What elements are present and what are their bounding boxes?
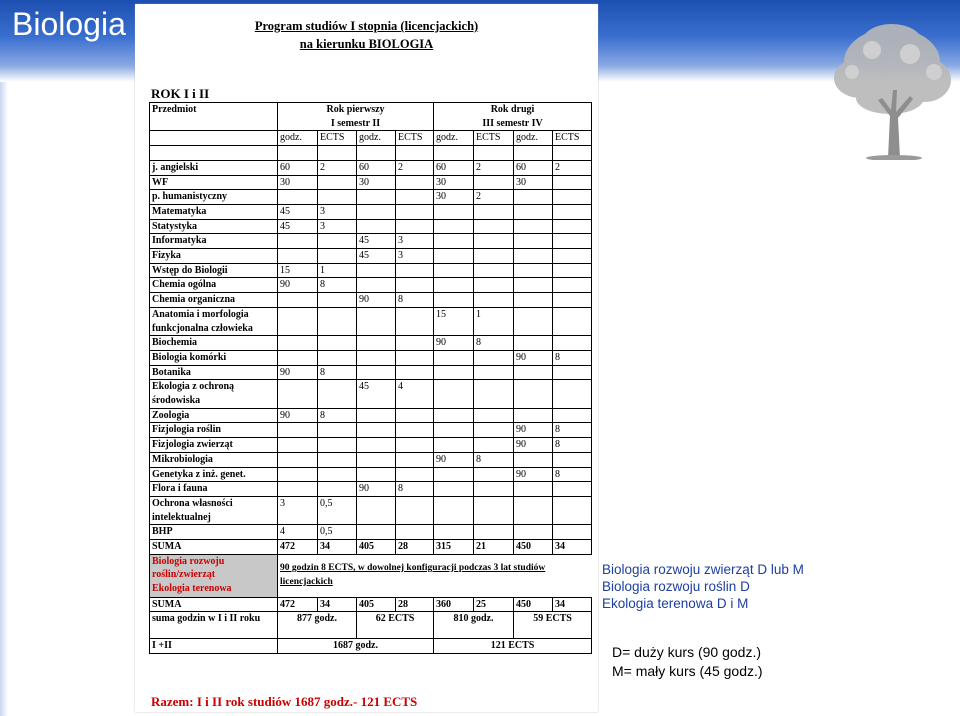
- table-cell: 60: [434, 160, 474, 175]
- subject-name: Ekologia z ochroną środowiska: [150, 380, 278, 408]
- table-cell: [396, 175, 434, 190]
- table-cell: 90: [278, 408, 318, 423]
- table-cell: [396, 204, 434, 219]
- table-cell: [357, 438, 396, 453]
- subject-name: Fizjologia zwierząt: [150, 438, 278, 453]
- table-cell: 45: [357, 234, 396, 249]
- table-row: [150, 293, 592, 308]
- table-cell: [553, 204, 592, 219]
- table-cell: 315: [434, 540, 474, 555]
- table-cell: [434, 293, 474, 308]
- subject-name: Botanika: [150, 365, 278, 380]
- table-cell: [434, 423, 474, 438]
- table-cell: [434, 467, 474, 482]
- table-row: [150, 307, 592, 335]
- table-cell: [357, 408, 396, 423]
- table-cell: 3: [396, 249, 434, 264]
- table-cell: [553, 525, 592, 540]
- table-cell: [357, 496, 396, 524]
- table-cell: [434, 482, 474, 497]
- year-total-label: suma godzin w I i II roku: [150, 612, 278, 639]
- subject-name: Statystyka: [150, 219, 278, 234]
- table-cell: 90: [514, 423, 553, 438]
- grand-total-value: 121 ECTS: [434, 639, 592, 654]
- table-cell: [434, 350, 474, 365]
- table-cell: [514, 452, 553, 467]
- subject-name: Mikrobiologia: [150, 452, 278, 467]
- table-cell: [434, 263, 474, 278]
- table-cell: [553, 336, 592, 351]
- table-cell: [357, 423, 396, 438]
- table-cell: [278, 423, 318, 438]
- subject-name: Ochrona własności intelektualnej: [150, 496, 278, 524]
- table-cell: [553, 219, 592, 234]
- table-cell: [396, 423, 434, 438]
- table-cell: 90: [514, 350, 553, 365]
- table-cell: 60: [357, 160, 396, 175]
- legend-block: [612, 643, 763, 681]
- table-row: [150, 496, 592, 524]
- document-title-line1: Program studiów I stopnia (licencjackich): [254, 19, 479, 33]
- table-cell: [318, 423, 357, 438]
- table-cell: 45: [357, 380, 396, 408]
- table-cell: [474, 525, 514, 540]
- table-cell: [514, 249, 553, 264]
- table-cell: 8: [396, 293, 434, 308]
- table-cell: [278, 438, 318, 453]
- table-cell: [318, 350, 357, 365]
- table-cell: 34: [553, 597, 592, 612]
- table-cell: [434, 438, 474, 453]
- table-cell: [278, 467, 318, 482]
- table-cell: [357, 190, 396, 205]
- table-cell: [474, 204, 514, 219]
- table-cell: [514, 293, 553, 308]
- table-cell: 8: [553, 423, 592, 438]
- table-cell: [474, 234, 514, 249]
- table-cell: 450: [514, 540, 553, 555]
- table-row: [150, 423, 592, 438]
- table-cell: 360: [434, 597, 474, 612]
- table-cell: 1: [318, 263, 357, 278]
- table-cell: [357, 307, 396, 335]
- table-row: [150, 408, 592, 423]
- table-cell: [318, 175, 357, 190]
- table-cell: [514, 219, 553, 234]
- table-cell: [553, 365, 592, 380]
- table-cell: [278, 350, 318, 365]
- table-row: [150, 278, 592, 293]
- elective-subject: roślin/zwierząt: [152, 569, 216, 581]
- table-cell: [396, 452, 434, 467]
- elective-subject: Biologia rozwoju: [152, 555, 225, 567]
- table-cell: [278, 380, 318, 408]
- table-cell: 2: [318, 160, 357, 175]
- table-cell: 25: [474, 597, 514, 612]
- table-cell: 3: [396, 234, 434, 249]
- table-cell: [514, 263, 553, 278]
- table-cell: 0,5: [318, 496, 357, 524]
- subject-name: WF: [150, 175, 278, 190]
- subject-header: Przedmiot: [150, 103, 278, 131]
- table-cell: [278, 234, 318, 249]
- elective-subject: Ekologia terenowa: [152, 583, 232, 595]
- table-cell: 472: [278, 540, 318, 555]
- table-row: [150, 365, 592, 380]
- sum-row: [150, 540, 592, 555]
- program-document: [135, 4, 598, 712]
- table-cell: [396, 278, 434, 293]
- table-cell: [553, 293, 592, 308]
- units-header-spacer: [150, 131, 278, 146]
- subject-name: Fizyka: [150, 249, 278, 264]
- table-row: [150, 438, 592, 453]
- table-cell: [396, 467, 434, 482]
- subject-name: Biologia komórki: [150, 350, 278, 365]
- table-cell: [474, 380, 514, 408]
- year-total-value: 877 godz.: [278, 612, 357, 639]
- subject-name: SUMA: [150, 540, 278, 555]
- hours-header: godz.: [434, 131, 474, 146]
- year-total-row: [150, 612, 592, 639]
- table-cell: [318, 380, 357, 408]
- table-cell: [514, 496, 553, 524]
- curriculum-table: [149, 102, 592, 654]
- table-cell: 28: [396, 540, 434, 555]
- table-cell: [474, 293, 514, 308]
- table-cell: 34: [318, 540, 357, 555]
- table-cell: [396, 408, 434, 423]
- table-cell: [553, 482, 592, 497]
- subject-name: p. humanistyczny: [150, 190, 278, 205]
- table-cell: [278, 307, 318, 335]
- elective-subjects: [150, 554, 278, 597]
- table-cell: [278, 293, 318, 308]
- table-cell: 2: [474, 160, 514, 175]
- ects-header: ECTS: [318, 131, 357, 146]
- table-cell: [318, 249, 357, 264]
- left-decor-strip: [0, 82, 8, 716]
- table-cell: [514, 482, 553, 497]
- table-cell: 3: [318, 219, 357, 234]
- table-cell: 15: [434, 307, 474, 335]
- table-cell: [553, 380, 592, 408]
- table-cell: [357, 204, 396, 219]
- table-cell: 90: [278, 278, 318, 293]
- table-cell: [318, 293, 357, 308]
- tree-icon: [830, 20, 955, 160]
- table-cell: [553, 234, 592, 249]
- table-cell: 34: [318, 597, 357, 612]
- table-cell: 30: [357, 175, 396, 190]
- table-cell: [396, 336, 434, 351]
- table-cell: [474, 438, 514, 453]
- table-cell: [434, 278, 474, 293]
- year-total-value: 59 ECTS: [514, 612, 592, 639]
- table-row: [150, 190, 592, 205]
- table-cell: 60: [278, 160, 318, 175]
- table-row: [150, 467, 592, 482]
- table-row: [150, 204, 592, 219]
- table-cell: [318, 452, 357, 467]
- table-cell: [553, 263, 592, 278]
- subject-name: Chemia organiczna: [150, 293, 278, 308]
- table-cell: [278, 482, 318, 497]
- table-cell: [396, 307, 434, 335]
- table-cell: [357, 365, 396, 380]
- table-cell: 30: [434, 175, 474, 190]
- grand-total-value: 1687 godz.: [278, 639, 434, 654]
- table-row: [150, 350, 592, 365]
- ects-header: ECTS: [474, 131, 514, 146]
- subject-name: Genetyka z inż. genet.: [150, 467, 278, 482]
- table-cell: [514, 408, 553, 423]
- subject-name: Wstęp do Biologii: [150, 263, 278, 278]
- table-cell: [278, 249, 318, 264]
- year1-header: Rok pierwszy: [278, 103, 434, 117]
- table-cell: [396, 525, 434, 540]
- table-cell: 405: [357, 597, 396, 612]
- grand-total-row: [150, 639, 592, 654]
- hours-header: godz.: [278, 131, 318, 146]
- table-cell: [396, 263, 434, 278]
- table-cell: [434, 496, 474, 524]
- table-cell: [278, 190, 318, 205]
- header-row-years: [150, 103, 592, 117]
- ects-header: ECTS: [553, 131, 592, 146]
- table-cell: [514, 336, 553, 351]
- table-cell: [474, 482, 514, 497]
- table-cell: 30: [434, 190, 474, 205]
- table-cell: [474, 278, 514, 293]
- notes-block: [602, 561, 804, 612]
- document-title-line2: na kierunku BIOLOGIA: [299, 37, 434, 51]
- elective-note: 90 godzin 8 ECTS, w dowolnej konfiguracji podczas 3 lat studiów licencjackich: [278, 554, 592, 597]
- table-cell: [357, 452, 396, 467]
- table-cell: [357, 278, 396, 293]
- table-cell: [318, 336, 357, 351]
- table-cell: [514, 204, 553, 219]
- year-header: ROK I i II: [151, 86, 210, 101]
- subject-name: Flora i fauna: [150, 482, 278, 497]
- table-cell: [474, 175, 514, 190]
- subject-name: Informatyka: [150, 234, 278, 249]
- note-line: Ekologia terenowa D i M: [602, 596, 749, 611]
- note-line: Biologia rozwoju roślin D: [602, 579, 750, 594]
- year2-semester-header: III semestr IV: [434, 117, 592, 131]
- table-cell: [318, 307, 357, 335]
- table-cell: [396, 365, 434, 380]
- slide-title: Biologia: [12, 6, 126, 42]
- table-cell: 2: [553, 160, 592, 175]
- grand-total-label: I +II: [150, 639, 278, 654]
- table-cell: 1: [474, 307, 514, 335]
- table-cell: 8: [553, 467, 592, 482]
- table-cell: [357, 525, 396, 540]
- table-cell: [553, 175, 592, 190]
- table-cell: [514, 278, 553, 293]
- table-cell: [553, 190, 592, 205]
- table-cell: 90: [514, 467, 553, 482]
- table-cell: [357, 350, 396, 365]
- table-cell: [396, 350, 434, 365]
- table-cell: 45: [278, 204, 318, 219]
- table-cell: [434, 380, 474, 408]
- table-cell: [434, 408, 474, 423]
- table-cell: 3: [278, 496, 318, 524]
- sum-label: SUMA: [150, 597, 278, 612]
- table-cell: [318, 438, 357, 453]
- year1-semester-header: I semestr II: [278, 117, 434, 131]
- table-cell: [514, 365, 553, 380]
- table-cell: [553, 307, 592, 335]
- elective-row: [150, 554, 592, 597]
- table-cell: [474, 365, 514, 380]
- table-cell: [318, 482, 357, 497]
- table-cell: [514, 525, 553, 540]
- table-cell: 3: [318, 204, 357, 219]
- table-row: [150, 160, 592, 175]
- table-cell: 90: [434, 336, 474, 351]
- table-cell: 8: [474, 452, 514, 467]
- subject-name: Biochemia: [150, 336, 278, 351]
- table-cell: [514, 190, 553, 205]
- legend-line: D= duży kurs (90 godz.): [612, 644, 762, 660]
- table-row: [150, 525, 592, 540]
- table-cell: [318, 190, 357, 205]
- table-row: [150, 452, 592, 467]
- table-cell: 8: [318, 278, 357, 293]
- table-cell: 4: [396, 380, 434, 408]
- table-cell: [553, 249, 592, 264]
- table-row: [150, 482, 592, 497]
- table-cell: [396, 190, 434, 205]
- table-cell: [474, 350, 514, 365]
- table-cell: 90: [514, 438, 553, 453]
- table-cell: 90: [357, 293, 396, 308]
- table-cell: 8: [474, 336, 514, 351]
- table-cell: [357, 467, 396, 482]
- table-cell: [357, 219, 396, 234]
- table-cell: [553, 452, 592, 467]
- table-cell: 4: [278, 525, 318, 540]
- table-cell: [357, 336, 396, 351]
- subject-name: BHP: [150, 525, 278, 540]
- table-cell: [396, 219, 434, 234]
- table-cell: [474, 467, 514, 482]
- table-cell: [278, 336, 318, 351]
- table-cell: [514, 380, 553, 408]
- table-cell: [434, 249, 474, 264]
- subject-name: Matematyka: [150, 204, 278, 219]
- sum-row-total: [150, 597, 592, 612]
- table-row: [150, 219, 592, 234]
- ects-header: ECTS: [396, 131, 434, 146]
- table-cell: 450: [514, 597, 553, 612]
- table-cell: [514, 307, 553, 335]
- table-cell: 90: [278, 365, 318, 380]
- table-cell: [474, 219, 514, 234]
- table-cell: 45: [278, 219, 318, 234]
- table-cell: 8: [553, 438, 592, 453]
- spacer-row: [150, 146, 592, 161]
- table-cell: 2: [474, 190, 514, 205]
- table-cell: [396, 496, 434, 524]
- table-cell: 34: [553, 540, 592, 555]
- table-row: [150, 263, 592, 278]
- table-cell: [474, 423, 514, 438]
- table-cell: 472: [278, 597, 318, 612]
- table-cell: [553, 278, 592, 293]
- table-cell: [396, 438, 434, 453]
- table-cell: [434, 365, 474, 380]
- table-row: [150, 380, 592, 408]
- subject-name: j. angielski: [150, 160, 278, 175]
- table-row: [150, 175, 592, 190]
- table-cell: 8: [553, 350, 592, 365]
- table-cell: [474, 408, 514, 423]
- table-cell: 60: [514, 160, 553, 175]
- table-cell: [434, 219, 474, 234]
- summary-line: Razem: I i II rok studiów 1687 godz.- 121 ECTS: [151, 694, 418, 709]
- table-cell: [318, 234, 357, 249]
- table-row: [150, 234, 592, 249]
- table-cell: 15: [278, 263, 318, 278]
- year2-header: Rok drugi: [434, 103, 592, 117]
- hours-header: godz.: [514, 131, 553, 146]
- table-cell: 405: [357, 540, 396, 555]
- subject-name: Fizjologia roślin: [150, 423, 278, 438]
- subject-name: Anatomia i morfologia funkcjonalna człowieka: [150, 307, 278, 335]
- table-cell: 90: [434, 452, 474, 467]
- table-cell: 45: [357, 249, 396, 264]
- table-cell: [474, 249, 514, 264]
- table-cell: 28: [396, 597, 434, 612]
- table-cell: 8: [318, 408, 357, 423]
- hours-header: godz.: [357, 131, 396, 146]
- table-cell: [514, 234, 553, 249]
- table-cell: 8: [318, 365, 357, 380]
- table-cell: [434, 525, 474, 540]
- table-cell: 30: [278, 175, 318, 190]
- table-row: [150, 336, 592, 351]
- table-cell: 8: [396, 482, 434, 497]
- table-cell: 30: [514, 175, 553, 190]
- table-cell: 2: [396, 160, 434, 175]
- legend-line: M= mały kurs (45 godz.): [612, 663, 763, 679]
- table-cell: 0,5: [318, 525, 357, 540]
- table-cell: [474, 496, 514, 524]
- note-line: Biologia rozwoju zwierząt D lub M: [602, 562, 804, 577]
- header-row-units: [150, 131, 592, 146]
- table-cell: 21: [474, 540, 514, 555]
- table-row: [150, 249, 592, 264]
- table-cell: [474, 263, 514, 278]
- subject-name: Zoologia: [150, 408, 278, 423]
- table-cell: [278, 452, 318, 467]
- table-cell: [357, 263, 396, 278]
- year-total-value: 810 godz.: [434, 612, 514, 639]
- table-cell: [318, 467, 357, 482]
- table-cell: 90: [357, 482, 396, 497]
- table-cell: [553, 408, 592, 423]
- year-total-value: 62 ECTS: [357, 612, 434, 639]
- subject-name: Chemia ogólna: [150, 278, 278, 293]
- table-cell: [553, 496, 592, 524]
- table-cell: [434, 234, 474, 249]
- table-cell: [434, 204, 474, 219]
